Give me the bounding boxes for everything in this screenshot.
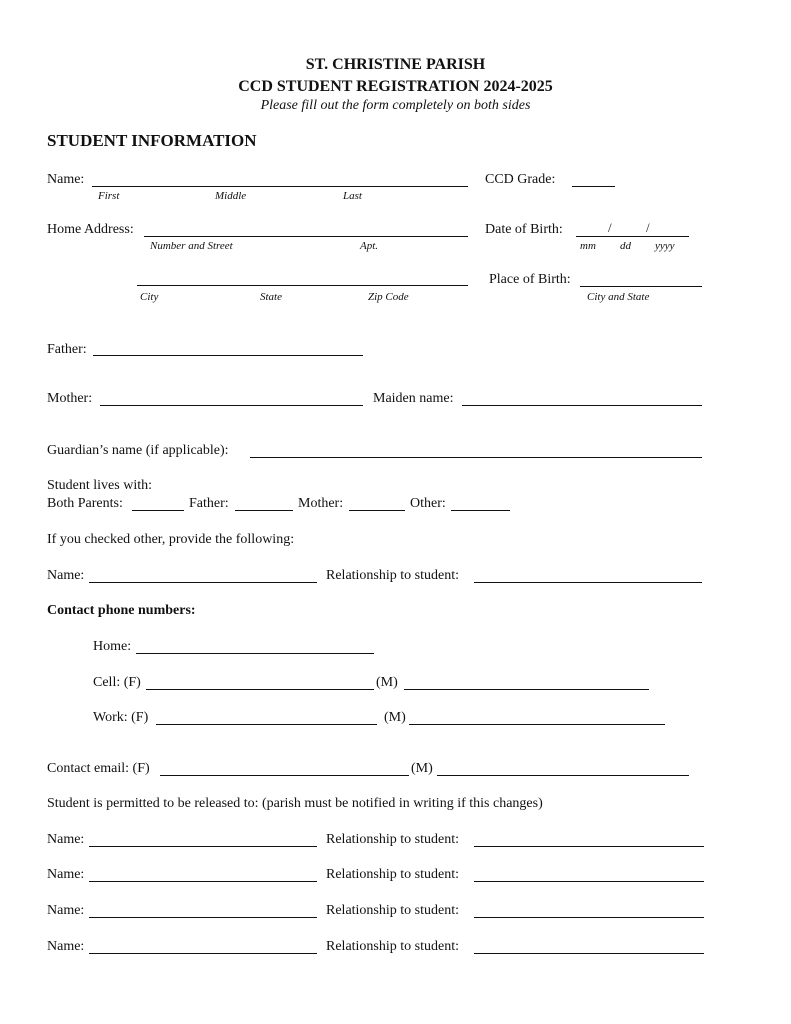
- release-name-label-4: Name:: [47, 939, 85, 954]
- cell-phone-f-label: Cell: (F): [93, 675, 141, 690]
- email-f-field[interactable]: [160, 775, 409, 776]
- date-of-birth-field[interactable]: [576, 236, 689, 237]
- name-last-hint: Last: [343, 190, 362, 202]
- home-address-label: Home Address:: [47, 222, 134, 237]
- cell-phone-m-field[interactable]: [404, 689, 649, 690]
- other-name-label: Name:: [47, 568, 85, 583]
- release-relationship-field-2[interactable]: [474, 881, 704, 882]
- home-phone-label: Home:: [93, 639, 132, 654]
- lives-with-mother-field[interactable]: [349, 510, 405, 511]
- parish-name: ST. CHRISTINE PARISH: [305, 56, 486, 73]
- lives-with-heading: Student lives with:: [47, 478, 152, 493]
- release-name-field-3[interactable]: [89, 917, 317, 918]
- father-label: Father:: [47, 342, 87, 357]
- lives-with-mother-label: Mother:: [298, 496, 344, 511]
- release-name-field-4[interactable]: [89, 953, 317, 954]
- home-phone-field[interactable]: [136, 653, 374, 654]
- release-name-field-1[interactable]: [89, 846, 317, 847]
- dob-separator-2: /: [646, 220, 650, 235]
- work-phone-m-field[interactable]: [409, 724, 665, 725]
- state-hint: State: [260, 291, 282, 303]
- contact-phone-heading: Contact phone numbers:: [47, 603, 196, 618]
- work-phone-f-field[interactable]: [156, 724, 377, 725]
- release-relationship-label-1: Relationship to student:: [326, 832, 459, 847]
- date-of-birth-label: Date of Birth:: [485, 222, 563, 237]
- guardian-field[interactable]: [250, 457, 702, 458]
- dob-yyyy-hint: yyyy: [655, 240, 675, 252]
- guardian-label: Guardian’s name (if applicable):: [47, 443, 229, 458]
- lives-with-father-label: Father:: [189, 496, 229, 511]
- city-hint: City: [140, 291, 159, 303]
- form-instruction: Please fill out the form completely on both sides: [260, 98, 531, 113]
- zip-hint: Zip Code: [368, 291, 409, 303]
- lives-with-father-field[interactable]: [235, 510, 293, 511]
- both-parents-field[interactable]: [132, 510, 184, 511]
- home-address-city-field[interactable]: [137, 285, 468, 286]
- release-name-field-2[interactable]: [89, 881, 317, 882]
- release-name-label-3: Name:: [47, 903, 85, 918]
- release-statement: Student is permitted to be released to: (parish must be notified in writing if this changes): [47, 796, 543, 811]
- ccd-grade-label: CCD Grade:: [485, 172, 556, 187]
- release-relationship-label-4: Relationship to student:: [326, 939, 459, 954]
- work-phone-m-label: (M): [384, 710, 406, 725]
- ccd-grade-field[interactable]: [572, 186, 615, 187]
- place-of-birth-hint: City and State: [587, 291, 650, 303]
- release-name-label-2: Name:: [47, 867, 85, 882]
- dob-dd-hint: dd: [620, 240, 631, 252]
- lives-with-other-field[interactable]: [451, 510, 510, 511]
- release-relationship-field-3[interactable]: [474, 917, 704, 918]
- father-field[interactable]: [93, 355, 363, 356]
- email-f-label: Contact email: (F): [47, 761, 150, 776]
- name-label: Name:: [47, 172, 85, 187]
- form-title: CCD STUDENT REGISTRATION 2024-2025: [238, 78, 553, 95]
- release-relationship-field-1[interactable]: [474, 846, 704, 847]
- lives-with-other-label: Other:: [410, 496, 446, 511]
- apt-hint: Apt.: [360, 240, 379, 252]
- if-other-instruction: If you checked other, provide the following:: [47, 532, 295, 547]
- other-relationship-field[interactable]: [474, 582, 702, 583]
- maiden-name-label: Maiden name:: [373, 391, 454, 406]
- email-m-field[interactable]: [437, 775, 689, 776]
- other-relationship-label: Relationship to student:: [326, 568, 459, 583]
- work-phone-f-label: Work: (F): [93, 710, 149, 725]
- both-parents-label: Both Parents:: [47, 496, 123, 511]
- home-address-street-field[interactable]: [144, 236, 468, 237]
- release-relationship-label-2: Relationship to student:: [326, 867, 459, 882]
- name-first-hint: First: [98, 190, 120, 202]
- name-field[interactable]: [92, 186, 468, 187]
- email-m-label: (M): [411, 761, 433, 776]
- release-relationship-field-4[interactable]: [474, 953, 704, 954]
- other-name-field[interactable]: [89, 582, 317, 583]
- release-relationship-label-3: Relationship to student:: [326, 903, 459, 918]
- section-title-student-information: STUDENT INFORMATION: [47, 131, 257, 150]
- mother-field[interactable]: [100, 405, 363, 406]
- dob-separator-1: /: [608, 220, 612, 235]
- dob-mm-hint: mm: [580, 240, 596, 252]
- cell-phone-f-field[interactable]: [146, 689, 374, 690]
- place-of-birth-label: Place of Birth:: [489, 272, 571, 287]
- release-name-label-1: Name:: [47, 832, 85, 847]
- cell-phone-m-label: (M): [376, 675, 398, 690]
- number-street-hint: Number and Street: [150, 240, 233, 252]
- name-middle-hint: Middle: [215, 190, 247, 202]
- place-of-birth-field[interactable]: [580, 286, 702, 287]
- maiden-name-field[interactable]: [462, 405, 702, 406]
- mother-label: Mother:: [47, 391, 93, 406]
